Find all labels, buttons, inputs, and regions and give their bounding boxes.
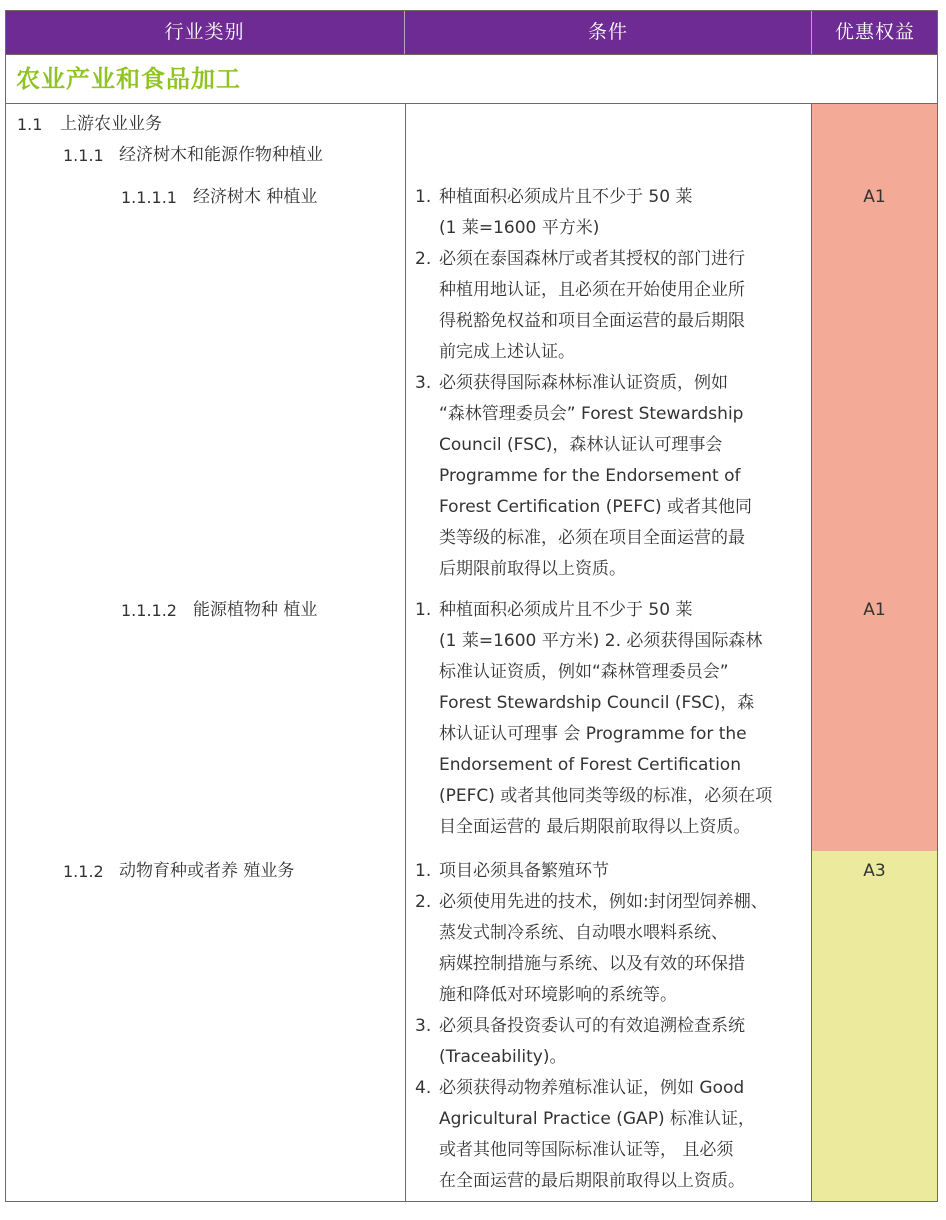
condition-number: 2. (415, 249, 432, 269)
condition-line: 种植面积必须成片且不少于 50 莱 (439, 600, 693, 620)
condition-line: 必须在泰国森林厅或者其授权的部门进行 (439, 249, 745, 269)
header-bottom-line (5, 54, 938, 55)
condition-number: 4. (415, 1078, 432, 1098)
conditions-list (415, 182, 810, 585)
row-label: 动物育种或者养 殖业务 (119, 861, 295, 881)
condition-item (415, 1073, 810, 1197)
condition-number: 1. (415, 861, 432, 881)
benefit-badge: A1 (863, 187, 886, 207)
condition-line: Programme for the Endorsement of (439, 466, 741, 486)
condition-line: 必须具备投资委认可的有效追溯检查系统 (439, 1016, 745, 1036)
condition-line: 目全面运营的 最后期限前取得以上资质。 (439, 817, 751, 837)
condition-line: 前完成上述认证。 (439, 342, 575, 362)
condition-line: 种植用地认证，且必须在开始使用企业所 (439, 280, 745, 300)
condition-item (415, 595, 810, 843)
condition-line: 后期限前取得以上资质。 (439, 559, 626, 579)
condition-line: “森林管理委员会” Forest Stewardship (439, 404, 744, 424)
header-category: 行业类别 (164, 21, 245, 43)
condition-item (415, 368, 810, 585)
condition-line: Endorsement of Forest Certification (439, 755, 741, 775)
header-benefit: 优惠权益 (834, 21, 915, 43)
condition-line: (1 莱=1600 平方米) 2. 必须获得国际森林 (439, 631, 763, 651)
condition-item (415, 182, 810, 244)
condition-line: (Traceability)。 (439, 1047, 567, 1067)
row-label: 经济树木 种植业 (193, 187, 318, 207)
section-title: 农业产业和食品加工 (16, 65, 241, 93)
row-code: 1.1.2 (63, 862, 104, 881)
condition-line: 项目必须具备繁殖环节 (439, 861, 609, 881)
condition-line: Council (FSC)，森林认证认可理事会 (439, 435, 723, 455)
row-label: 能源植物种 植业 (193, 600, 318, 620)
condition-number: 2. (415, 892, 432, 912)
condition-item (415, 1011, 810, 1073)
row-code: 1.1.1.1 (121, 188, 177, 207)
conditions-list (415, 856, 810, 1197)
condition-number: 3. (415, 373, 432, 393)
condition-line: (PEFC) 或者其他同类等级的标准，必须在项 (439, 786, 773, 806)
condition-line: 得税豁免权益和项目全面运营的最后期限 (439, 311, 745, 331)
condition-line: 必须获得国际森林标准认证资质，例如 (439, 373, 728, 393)
section-bottom-line (5, 103, 938, 104)
benefit-badge: A3 (863, 861, 886, 881)
condition-line: 施和降低对环境影响的系统等。 (439, 985, 677, 1005)
condition-number: 1. (415, 187, 432, 207)
condition-line: 病媒控制措施与系统、以及有效的环保措 (439, 954, 745, 974)
condition-item (415, 856, 810, 887)
condition-line: 必须获得动物养殖标准认证，例如 Good (439, 1078, 745, 1098)
header-condition: 条件 (587, 21, 628, 43)
condition-line: Forest Stewardship Council (FSC)，森 (439, 693, 755, 713)
row-label: 经济树木和能源作物种植业 (119, 145, 323, 165)
condition-item (415, 887, 810, 1011)
condition-line: 必须使用先进的技术，例如:封闭型饲养棚、 (439, 892, 768, 912)
row-code: 1.1 (17, 115, 43, 134)
condition-line: 林认证认可理事 会 Programme for the (439, 724, 747, 744)
condition-line: 在全面运营的最后期限前取得以上资质。 (439, 1171, 745, 1191)
condition-line: Agricultural Practice (GAP) 标准认证， (439, 1109, 755, 1129)
row-label: 上游农业业务 (60, 114, 162, 134)
column-divider (405, 103, 406, 1202)
condition-line: 类等级的标准，必须在项目全面运营的最 (439, 528, 745, 548)
condition-line: 或者其他同等国际标准认证等， 且必须 (439, 1140, 734, 1160)
conditions-list (415, 595, 810, 843)
row-code: 1.1.1 (63, 146, 104, 165)
condition-number: 1. (415, 600, 432, 620)
column-divider (811, 103, 812, 1202)
condition-line: (1 莱=1600 平方米) (439, 218, 600, 238)
condition-number: 3. (415, 1016, 432, 1036)
benefit-badge: A1 (863, 600, 886, 620)
condition-line: 蒸发式制冷系统、自动喂水喂料系统、 (439, 923, 728, 943)
row-code: 1.1.1.2 (121, 601, 177, 620)
condition-item (415, 244, 810, 368)
condition-line: 种植面积必须成片且不少于 50 莱 (439, 187, 693, 207)
condition-line: 标准认证资质，例如“森林管理委员会” (439, 662, 729, 682)
condition-line: Forest Certification (PEFC) 或者其他同 (439, 497, 753, 517)
